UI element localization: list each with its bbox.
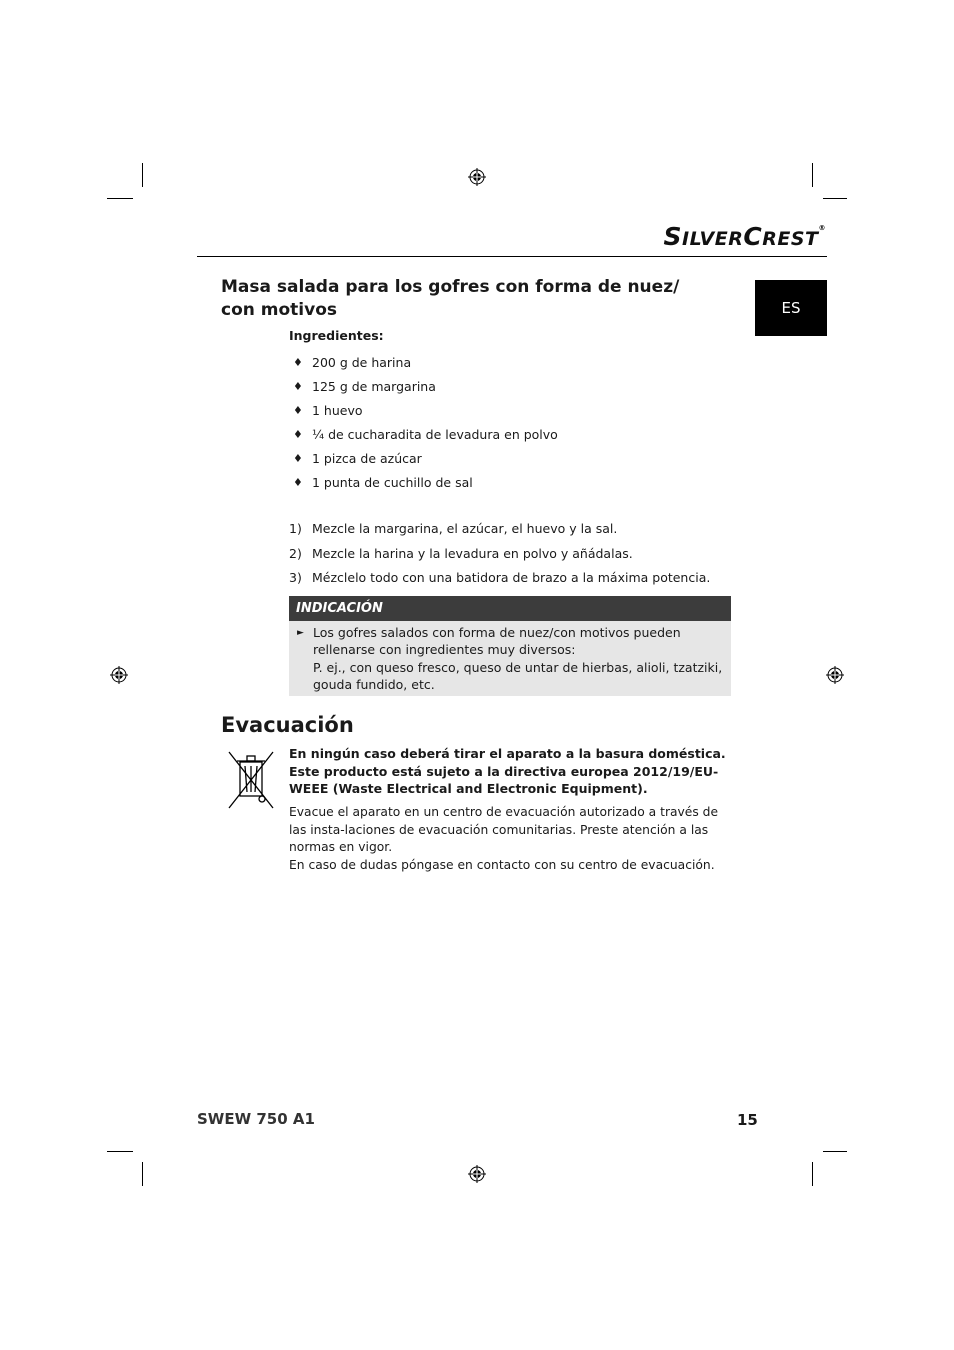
ingredients-label: Ingredientes: xyxy=(289,328,384,343)
note-line: P. ej., con queso fresco, queso de untar de hierbas, alioli, tzatziki, gouda fundido, etc. xyxy=(313,659,723,692)
note-body xyxy=(289,621,731,696)
steps-list xyxy=(289,518,710,592)
list-item: 3) Mézclelo todo con una batidora de brazo a la máxima potencia. xyxy=(289,570,711,585)
list-item: ♦ 1 pizca de azúcar xyxy=(290,448,558,472)
crossed-out-bin-icon xyxy=(226,748,276,810)
diamond-bullet-icon: ♦ xyxy=(293,476,303,489)
crop-mark xyxy=(812,163,813,187)
list-item: ♦ 125 g de margarina xyxy=(290,376,558,400)
registration-mark-icon xyxy=(468,168,486,186)
arrow-right-icon: ► xyxy=(297,628,304,638)
diamond-bullet-icon: ♦ xyxy=(293,404,303,417)
language-tab: ES xyxy=(755,280,827,336)
crop-mark xyxy=(823,1151,847,1152)
list-item: ♦ 1 punta de cuchillo de sal xyxy=(290,472,558,496)
crop-mark xyxy=(142,1162,143,1186)
diamond-bullet-icon: ♦ xyxy=(293,452,303,465)
registration-mark-icon xyxy=(468,1165,486,1183)
crop-mark xyxy=(812,1162,813,1186)
diamond-bullet-icon: ♦ xyxy=(293,356,303,369)
list-item: 2) Mezcle la harina y la levadura en polvo y añádalas. xyxy=(289,545,633,561)
diamond-bullet-icon: ♦ xyxy=(293,380,303,393)
registration-mark-icon xyxy=(826,666,844,684)
registration-mark-icon xyxy=(110,666,128,684)
crop-mark xyxy=(107,1151,133,1152)
crop-mark xyxy=(823,198,847,199)
ingredients-list xyxy=(290,352,558,496)
diamond-bullet-icon: ♦ xyxy=(293,428,303,441)
note-heading: INDICACIÓN xyxy=(289,596,731,621)
crop-mark xyxy=(107,198,133,199)
list-item: ♦ ¼ de cucharadita de levadura en polvo xyxy=(290,424,558,448)
note-line: Los gofres salados con forma de nuez/con motivos pueden rellenarse con ingredientes muy diversos: xyxy=(313,625,681,658)
list-item: 1) Mezcle la margarina, el azúcar, el huevo y la sal. xyxy=(289,521,618,536)
section-title: Evacuación xyxy=(221,713,354,737)
note-box xyxy=(289,596,731,696)
crop-mark xyxy=(142,163,143,187)
disposal-warning: En ningún caso deberá tirar el aparato a la basura doméstica. Este producto está sujeto a la directiva europea 2012/19/EU-WEEE (Waste Electrical and Electronic Equipment). xyxy=(289,746,726,796)
list-item: ♦ 1 huevo xyxy=(290,400,558,424)
page-number: 15 xyxy=(737,1111,758,1129)
model-number: SWEW 750 A1 xyxy=(197,1110,315,1128)
disposal-text: Evacue el aparato en un centro de evacuación autorizado a través de las insta-laciones de evacuación comunitarias. Preste atención a las normas en vigor. En caso de dudas póngase en contacto con su centro de evacuación. xyxy=(289,805,719,872)
header-rule xyxy=(197,256,827,257)
recipe-title: Masa salada para los gofres con forma de nuez/ con motivos xyxy=(221,277,680,320)
brand-logo: SILVERCREST® xyxy=(663,222,826,251)
list-item: ♦ 200 g de harina xyxy=(290,352,558,376)
